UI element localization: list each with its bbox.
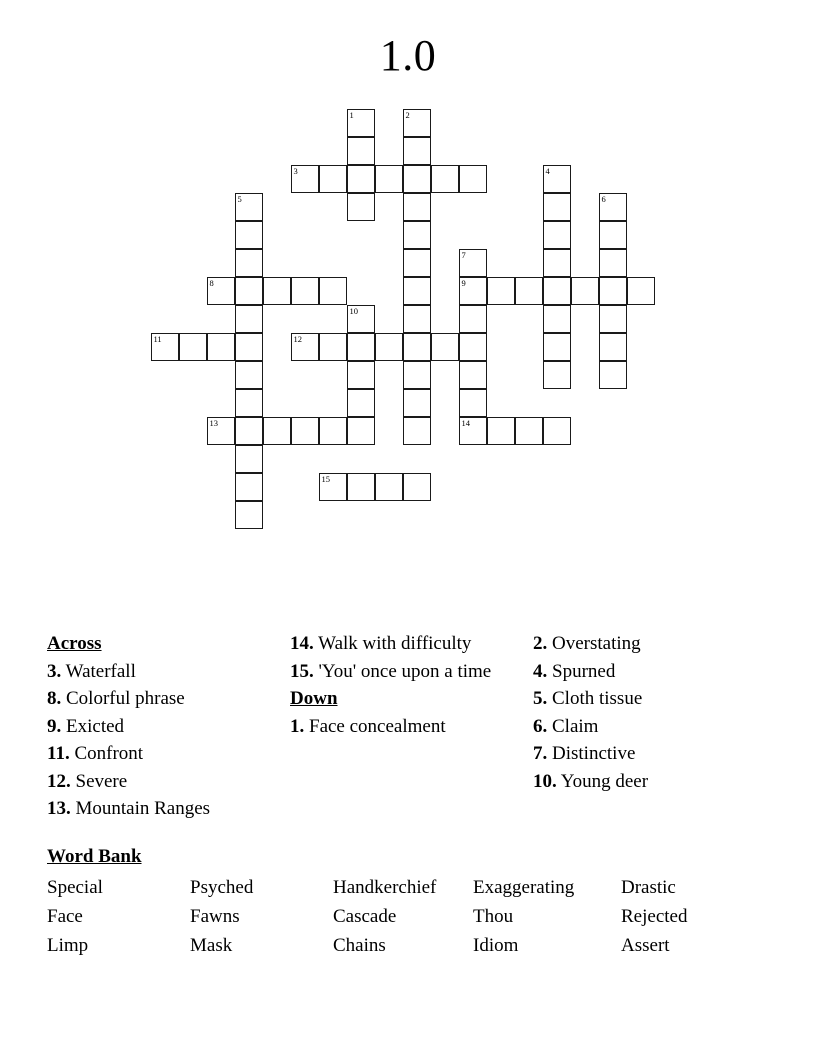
grid-cell[interactable] [543,417,571,445]
page-title: 1.0 [379,31,437,80]
grid-cell-number: 6 [601,194,606,204]
grid-cell[interactable] [235,473,263,501]
grid-cell[interactable] [403,333,431,361]
grid-cell[interactable] [543,333,571,361]
word-bank-word[interactable]: Special [47,876,103,898]
grid-cell[interactable] [403,221,431,249]
clue-item [533,630,772,658]
clue-number: 9. [47,715,62,737]
clue-column-3 [533,630,772,795]
word-bank-word[interactable]: Rejected [621,905,688,927]
grid-cell[interactable] [207,417,235,445]
clue-text: Confront [69,743,144,764]
grid-cell[interactable] [459,417,487,445]
clue-item [290,630,527,658]
grid-cell[interactable] [487,277,515,305]
grid-cell[interactable] [235,445,263,473]
word-bank-word[interactable]: Idiom [473,934,519,956]
clue-item [47,713,284,741]
grid-cell[interactable] [375,333,403,361]
grid-cell[interactable] [319,277,347,305]
word-bank-word[interactable]: Handkerchief [333,876,437,898]
grid-cell[interactable] [543,361,571,389]
grid-cell[interactable] [459,333,487,361]
clue-text: Distinctive [547,743,636,764]
grid-cell[interactable] [403,109,431,137]
clue-text: Face concealment [304,715,446,737]
grid-cell[interactable] [291,333,319,361]
clue-item [47,768,284,796]
word-bank-word[interactable]: Fawns [190,905,240,927]
grid-cell-number: 15 [321,474,330,484]
clue-number: 11. [47,743,70,764]
grid-cell[interactable] [459,361,487,389]
grid-cell[interactable] [431,333,459,361]
clue-number: 12. [47,770,71,792]
grid-cell[interactable] [235,417,263,445]
grid-cell[interactable] [627,277,655,305]
clue-text: Waterfall [61,660,136,682]
grid-cell[interactable] [347,137,375,165]
word-bank-row [47,873,777,902]
grid-cell[interactable] [599,361,627,389]
grid-cell[interactable] [347,333,375,361]
grid-cell[interactable] [599,305,627,333]
grid-cell[interactable] [347,361,375,389]
grid-cell-number: 11 [153,334,162,344]
word-bank-word[interactable]: Thou [473,905,514,927]
word-bank-row [47,931,777,960]
grid-cell[interactable] [291,165,319,193]
clue-item [533,740,772,768]
grid-cell[interactable] [543,305,571,333]
grid-cell[interactable] [347,305,375,333]
grid-cell-number: 3 [293,166,298,176]
grid-cell[interactable] [403,165,431,193]
clue-item [290,658,527,686]
clue-text: Walk with difficulty [313,633,472,654]
grid-cell-number: 13 [209,418,218,428]
word-bank-word[interactable]: Face [47,905,83,927]
clue-text: Mountain Ranges [70,798,211,819]
grid-cell[interactable] [235,333,263,361]
grid-cell[interactable] [403,277,431,305]
clue-text: Colorful phrase [61,688,185,709]
grid-cell[interactable] [235,193,263,221]
grid-cell-number: 10 [349,306,358,316]
clue-number: 14. [290,633,314,654]
grid-cell[interactable] [403,417,431,445]
grid-cell[interactable] [179,333,207,361]
clue-list-heading: Across [47,633,102,654]
grid-cell[interactable] [263,417,291,445]
grid-cell-number: 1 [349,110,354,120]
grid-cell-number: 14 [461,418,470,428]
clue-text: Exicted [61,715,125,737]
grid-cell[interactable] [375,473,403,501]
grid-cell[interactable] [207,277,235,305]
clue-item [290,713,527,741]
grid-cell-number: 9 [461,278,466,288]
grid-cell[interactable] [599,249,627,277]
clue-number: 3. [47,660,62,682]
grid-cell[interactable] [459,165,487,193]
clue-text: Spurned [547,660,616,682]
grid-cell[interactable] [235,249,263,277]
clue-text: Severe [70,770,128,792]
clue-number: 6. [533,715,548,737]
word-bank-word[interactable]: Psyched [190,876,254,898]
grid-cell[interactable] [459,389,487,417]
grid-cell-number: 2 [405,110,410,120]
grid-cell[interactable] [459,277,487,305]
grid-cell[interactable] [571,277,599,305]
grid-cell[interactable] [487,417,515,445]
clue-column-2 [290,630,533,740]
grid-cell[interactable] [347,417,375,445]
grid-cell[interactable] [347,165,375,193]
clue-number: 5. [533,688,548,709]
word-bank-word[interactable]: Limp [47,934,89,956]
grid-cell[interactable] [235,361,263,389]
grid-cell[interactable] [459,305,487,333]
word-bank-word[interactable]: Exaggerating [473,876,575,898]
crossword-grid [151,109,671,549]
clue-text: Young deer [556,770,649,792]
grid-cell[interactable] [347,389,375,417]
grid-cell[interactable] [403,389,431,417]
clue-number: 7. [533,743,548,764]
grid-cell[interactable] [403,193,431,221]
clue-number: 10. [533,770,557,792]
word-bank-section [47,843,777,960]
grid-cell[interactable] [515,277,543,305]
clue-text: Claim [547,715,599,737]
grid-cell[interactable] [403,249,431,277]
grid-cell[interactable] [599,277,627,305]
clue-item [533,713,772,741]
clue-number: 15. [290,660,314,682]
clue-number: 8. [47,688,62,709]
clue-item [47,658,284,686]
grid-cell[interactable] [291,417,319,445]
word-bank-word[interactable]: Mask [190,934,233,956]
grid-cell-number: 5 [237,194,242,204]
word-bank-rows [47,873,777,960]
grid-cell[interactable] [319,473,347,501]
clue-number: 4. [533,660,548,682]
grid-cell[interactable] [403,137,431,165]
clues-section [47,630,772,823]
grid-cell[interactable] [319,417,347,445]
clue-item [47,740,284,768]
grid-cell[interactable] [403,361,431,389]
clue-text: 'You' once upon a time [313,660,492,682]
grid-cell[interactable] [543,221,571,249]
grid-cell[interactable] [459,249,487,277]
grid-cell[interactable] [291,277,319,305]
grid-cell[interactable] [403,473,431,501]
grid-cell[interactable] [347,193,375,221]
word-bank-word[interactable]: Chains [333,934,386,956]
clue-item [533,768,772,796]
grid-cell[interactable] [235,389,263,417]
grid-cell[interactable] [347,109,375,137]
clue-text: Overstating [547,633,641,654]
clue-item [47,685,284,713]
word-bank-word[interactable]: Drastic [621,876,676,898]
grid-cell[interactable] [235,305,263,333]
clue-number: 1. [290,715,305,737]
grid-cell[interactable] [207,333,235,361]
clue-list-heading: Down [290,688,338,709]
grid-cell-number: 8 [209,278,214,288]
grid-cell[interactable] [515,417,543,445]
clue-number: 2. [533,633,548,654]
clue-item [533,658,772,686]
grid-cell[interactable] [375,165,403,193]
grid-cell-number: 12 [293,334,302,344]
grid-cell[interactable] [431,165,459,193]
grid-cell[interactable] [319,333,347,361]
grid-cell[interactable] [599,221,627,249]
grid-cell[interactable] [235,277,263,305]
grid-cell[interactable] [543,165,571,193]
grid-cell[interactable] [403,305,431,333]
clue-text: Cloth tissue [547,688,643,709]
grid-cell[interactable] [543,249,571,277]
grid-cell[interactable] [235,501,263,529]
grid-cell-number: 4 [545,166,550,176]
clue-item [533,685,772,713]
clue-column-1 [47,630,290,823]
grid-cell[interactable] [543,193,571,221]
word-bank-heading: Word Bank [47,846,142,867]
word-bank-row [47,902,777,931]
grid-cell[interactable] [599,333,627,361]
word-bank-word[interactable]: Cascade [333,905,397,927]
grid-cell[interactable] [543,277,571,305]
clue-item [47,795,284,823]
grid-cell-number: 7 [461,250,466,260]
word-bank-word[interactable]: Assert [621,934,670,956]
grid-cell[interactable] [347,473,375,501]
grid-cell[interactable] [235,221,263,249]
clue-number: 13. [47,798,71,819]
grid-cell[interactable] [151,333,179,361]
grid-cell[interactable] [319,165,347,193]
grid-cell[interactable] [263,277,291,305]
grid-cell[interactable] [599,193,627,221]
